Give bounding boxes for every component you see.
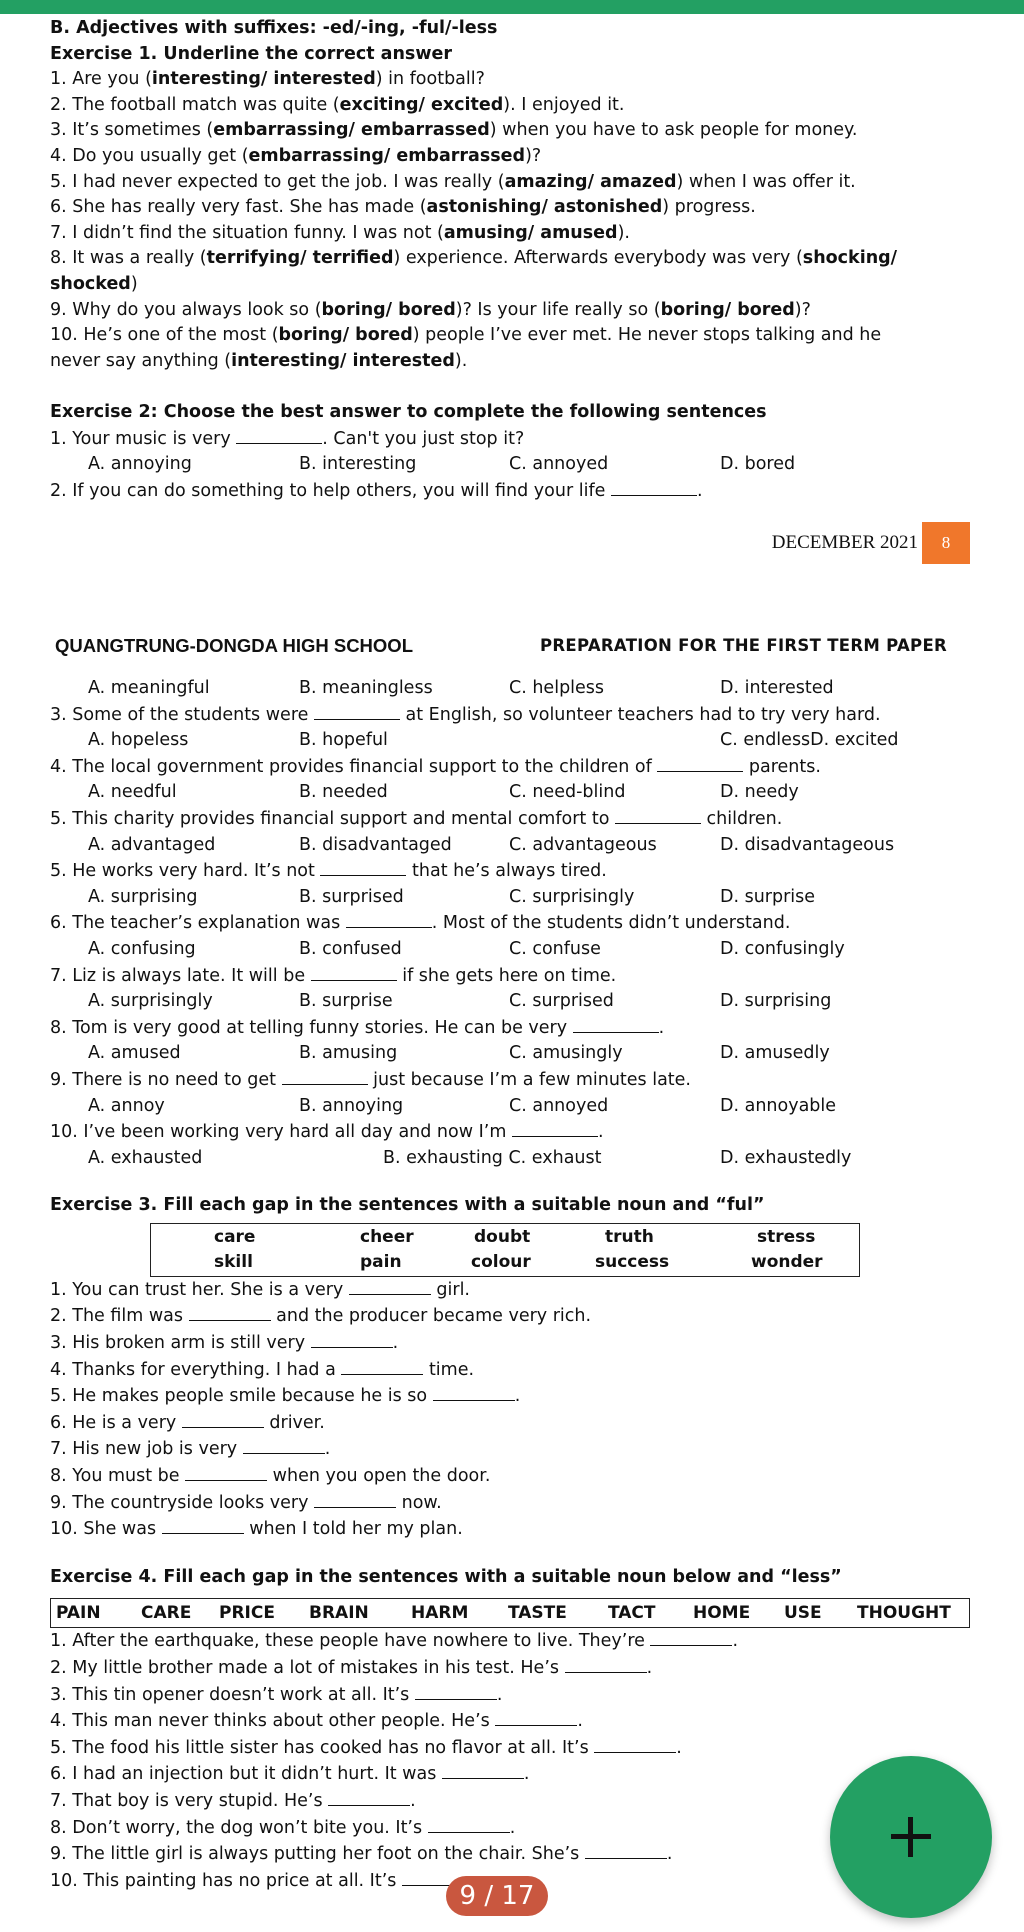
school-name: QUANGTRUNG-DONGDA HIGH SCHOOL	[55, 635, 413, 656]
sentence-text: ) progress.	[662, 197, 756, 218]
question-options	[50, 1146, 1010, 1172]
exercise-2-question-1-options	[50, 452, 1010, 478]
add-button[interactable]	[830, 1756, 992, 1918]
sentence-text: .	[410, 1790, 416, 1811]
sentence-text: .	[324, 1439, 331, 1460]
answer-blank[interactable]	[565, 1655, 647, 1673]
option[interactable]: C. surprised	[509, 991, 614, 1012]
word-box-word: wonder	[751, 1251, 823, 1272]
option[interactable]: B. exhausting C. exhaust	[383, 1147, 602, 1168]
sentence-text: 5. I had never expected to get the job. I was really (	[50, 171, 505, 192]
sentence-text: 2. The film was	[50, 1306, 189, 1327]
document-page-top	[50, 16, 1010, 504]
exercise-2-question	[50, 963, 1010, 990]
question-options	[50, 833, 1010, 859]
sentence-text: 4. This man never thinks about other people. He’s	[50, 1711, 496, 1732]
sentence-text: now.	[396, 1492, 442, 1513]
sentence-text: ).	[454, 350, 468, 371]
question-text: just because I’m a few minutes late.	[367, 1069, 691, 1090]
question-options	[50, 1094, 1010, 1120]
fill-gap-item	[50, 1357, 1010, 1384]
question-options	[50, 1041, 1010, 1067]
exercise-1-item	[50, 349, 1010, 375]
sentence-text: 3. His broken arm is still very	[50, 1333, 311, 1354]
fill-gap-item	[50, 1277, 1010, 1304]
sentence-text: 8. It was a really (	[50, 248, 207, 269]
question-text: 3. Some of the students were	[50, 704, 314, 725]
exercise-1-item	[50, 67, 1010, 93]
option[interactable]: D. surprise	[720, 886, 816, 907]
fill-gap-item	[50, 1682, 1010, 1709]
exercise-2-question	[50, 806, 1010, 833]
answer-blank[interactable]	[282, 1067, 368, 1085]
sentence-text: ) people I’ve ever met. He never stops talking and he	[412, 325, 882, 346]
answer-blank[interactable]	[185, 1463, 267, 1481]
answer-blank[interactable]	[346, 910, 432, 928]
word-box-word: HARM	[411, 1603, 469, 1624]
option[interactable]: C. surprisingly	[509, 886, 635, 907]
option[interactable]: D. confusingly	[720, 938, 845, 959]
footer-date: DECEMBER 2021	[771, 532, 918, 553]
exercise-2-title: Exercise 2: Choose the best answer to complete the following sentences	[50, 401, 767, 422]
answer-blank[interactable]	[311, 963, 397, 981]
page-footer	[0, 522, 1024, 562]
answer-blank[interactable]	[311, 1330, 393, 1348]
answer-choice[interactable]: boring/ bored	[278, 325, 413, 346]
sentence-text: ) in football?	[375, 69, 485, 90]
fill-gap-item	[50, 1516, 1010, 1543]
question-text: 10. I’ve been working very hard all day and now I’m	[50, 1122, 512, 1143]
sentence-text: 5. He makes people smile because he is so	[50, 1386, 433, 1407]
word-box-word: doubt	[474, 1226, 531, 1247]
option[interactable]: B. annoying	[299, 1095, 404, 1116]
sentence-text: .	[514, 1386, 521, 1407]
sentence-text: .	[509, 1817, 516, 1838]
exercise-1-item	[50, 195, 1010, 221]
answer-blank[interactable]	[314, 1490, 396, 1508]
fill-gap-item	[50, 1708, 1010, 1735]
option[interactable]: A. needful	[88, 782, 177, 803]
question-text: children.	[700, 808, 783, 829]
answer-blank[interactable]	[162, 1516, 244, 1534]
option[interactable]: A. surprisingly	[88, 991, 213, 1012]
option[interactable]: B. confused	[299, 938, 402, 959]
sentence-text: 10. This painting has no price at all. It’s	[50, 1870, 402, 1891]
sentence-text: 6. I had an injection but it didn’t hurt. It was	[50, 1764, 442, 1785]
question-text: 2. If you can do something to help others, you will find your life	[50, 480, 611, 501]
answer-blank[interactable]	[650, 1628, 732, 1646]
sentence-text: .	[496, 1684, 503, 1705]
exercise-1-title: Exercise 1. Underline the correct answer	[50, 43, 453, 64]
exercise-3-word-box	[150, 1223, 860, 1277]
sentence-text: 1. Are you (	[50, 69, 152, 90]
word-box-word: BRAIN	[309, 1603, 369, 1624]
sentence-text: .	[666, 1844, 673, 1865]
question-options	[50, 885, 1010, 911]
exercise-3-title: Exercise 3. Fill each gap in the sentences with a suitable noun and “ful”	[50, 1195, 765, 1216]
exercise-3-list	[50, 1277, 1010, 1543]
exercise-1-item	[50, 272, 1010, 298]
answer-blank[interactable]	[433, 1383, 515, 1401]
word-box-word: USE	[784, 1603, 822, 1624]
sentence-text: 8. Don’t worry, the dog won’t bite you. It’s	[50, 1817, 428, 1838]
answer-blank[interactable]	[349, 1277, 431, 1295]
exercise-2-question-2	[50, 478, 1010, 505]
sentence-text: 7. I didn’t find the situation funny. I was not (	[50, 222, 444, 243]
option[interactable]: C. advantageous	[509, 834, 657, 855]
option[interactable]: D. surprising	[720, 991, 832, 1012]
option-c[interactable]: C. annoyed	[509, 454, 609, 475]
sentence-text: ) when you have to ask people for money.	[489, 120, 858, 141]
sentence-text: 10. She was	[50, 1519, 162, 1540]
paper-title: PREPARATION FOR THE FIRST TERM PAPER	[540, 636, 948, 655]
sentence-text: 4. Do you usually get (	[50, 145, 249, 166]
option[interactable]: C. annoyed	[509, 1095, 609, 1116]
option[interactable]: A. exhausted	[88, 1147, 203, 1168]
exercise-2-question	[50, 910, 1010, 937]
sentence-text: 2. My little brother made a lot of mistakes in his test. He’s	[50, 1658, 565, 1678]
fill-gap-item	[50, 1463, 1010, 1490]
exercise-2-question	[50, 702, 1010, 729]
sentence-text: .	[676, 1737, 682, 1758]
sentence-text: and the producer became very rich.	[270, 1306, 592, 1327]
fill-gap-item	[50, 1628, 1010, 1655]
exercise-1-item	[50, 298, 1010, 324]
answer-blank[interactable]	[320, 858, 406, 876]
sentence-text: ). I enjoyed it.	[503, 94, 625, 115]
option[interactable]: B. surprise	[299, 991, 393, 1012]
exercise-1-item	[50, 144, 1010, 170]
option[interactable]: D. disadvantageous	[720, 834, 895, 855]
option[interactable]: C. need-blind	[509, 782, 626, 803]
option[interactable]: B. amusing	[299, 1043, 398, 1064]
exercise-2-question	[50, 1067, 1010, 1094]
sentence-text: )? Is your life really so (	[455, 299, 661, 320]
option[interactable]: B. hopeful	[299, 730, 388, 751]
option[interactable]: D. amusedly	[720, 1043, 830, 1064]
sentence-text: 4. Thanks for everything. I had a	[50, 1359, 342, 1380]
fill-gap-item	[50, 1735, 1010, 1762]
option-b[interactable]: B. interesting	[299, 454, 417, 475]
answer-blank[interactable]	[611, 478, 697, 496]
sentence-text: 9. Why do you always look so (	[50, 299, 322, 320]
question-text: at English, so volunteer teachers had to try very hard.	[399, 704, 881, 725]
question-text: parents.	[743, 756, 821, 777]
question-options	[50, 989, 1010, 1015]
answer-blank[interactable]	[189, 1303, 271, 1321]
fill-gap-item	[50, 1410, 1010, 1437]
option-d[interactable]: D. interested	[720, 678, 834, 698]
sentence-text: 7. That boy is very stupid. He’s	[50, 1790, 329, 1811]
word-box-word: CARE	[141, 1603, 192, 1624]
option-a[interactable]: A. meaningful	[88, 678, 210, 698]
sentence-text: .	[523, 1764, 530, 1785]
fill-gap-item	[50, 1655, 1010, 1682]
exercise-2-question	[50, 1119, 1010, 1146]
question-options	[50, 728, 1010, 754]
sentence-text: girl.	[430, 1279, 470, 1300]
answer-choice[interactable]: astonishing/ astonished	[426, 197, 663, 218]
answer-blank[interactable]	[236, 426, 322, 444]
question-text: . Most of the students didn’t understand.	[431, 913, 791, 934]
option[interactable]: D. exhaustedly	[720, 1147, 852, 1168]
option[interactable]: A. amused	[88, 1043, 181, 1064]
sentence-text: never say anything (	[50, 350, 232, 371]
fill-gap-item	[50, 1436, 1010, 1463]
answer-blank[interactable]	[328, 1788, 410, 1806]
word-box-word: TACT	[608, 1603, 656, 1624]
question-text: 8. Tom is very good at telling funny stories. He can be very	[50, 1017, 573, 1038]
exercise-2-question	[50, 858, 1010, 885]
page-indicator: 9 / 17	[446, 1876, 548, 1916]
exercise-1-item	[50, 323, 1010, 349]
sentence-text: ).	[617, 222, 630, 243]
answer-choice[interactable]: shocked	[50, 273, 131, 294]
exercise-1-item	[50, 170, 1010, 196]
exercise-1-item	[50, 118, 1010, 144]
option[interactable]: A. surprising	[88, 886, 198, 907]
section-title: B. Adjectives with suffixes: -ed/-ing, -ful/-less	[50, 18, 498, 38]
fill-gap-item	[50, 1490, 1010, 1517]
sentence-text: 8. You must be	[50, 1466, 186, 1487]
sentence-text: 1. You can trust her. She is a very	[50, 1279, 349, 1300]
answer-blank[interactable]	[314, 702, 400, 720]
answer-blank[interactable]	[615, 806, 701, 824]
word-box-word: success	[595, 1251, 670, 1272]
sentence-text: .	[577, 1711, 583, 1732]
fill-gap-item	[50, 1383, 1010, 1410]
sentence-text: 9. The little girl is always putting her foot on the chair. She’s	[50, 1844, 585, 1865]
question-options	[50, 780, 1010, 806]
sentence-text: 5. The food his little sister has cooked has no flavor at all. It’s	[50, 1737, 595, 1758]
word-box-word: stress	[757, 1226, 816, 1247]
word-box-word: PAIN	[56, 1603, 101, 1624]
word-box-word: pain	[360, 1251, 402, 1272]
exercise-2-question-2-options	[50, 676, 1010, 702]
sentence-text: time.	[423, 1359, 475, 1380]
question-text: 5. He works very hard. It’s not	[50, 861, 321, 882]
answer-choice[interactable]: shocking/	[802, 248, 898, 269]
word-box-word: PRICE	[219, 1603, 275, 1624]
option[interactable]: C. endlessD. excited	[720, 730, 899, 751]
answer-blank[interactable]	[573, 1015, 659, 1033]
page-number-badge: 8	[922, 522, 970, 564]
question-text: 5. This charity provides financial support and mental comfort to	[50, 808, 615, 829]
exercise-4-word-box	[50, 1598, 970, 1628]
option[interactable]: A. hopeless	[88, 730, 189, 751]
sentence-text: ) when I was offer it.	[676, 171, 856, 192]
answer-blank[interactable]	[442, 1761, 524, 1779]
question-text: .	[696, 480, 703, 501]
question-text: . Can't you just stop it?	[322, 428, 525, 449]
exercise-1-item	[50, 221, 1010, 247]
sentence-text: 2. The football match was quite (	[50, 94, 340, 115]
question-text: 7. Liz is always late. It will be	[50, 965, 311, 986]
question-text: if she gets here on time.	[396, 965, 617, 986]
sentence-text: when I told her my plan.	[243, 1519, 463, 1540]
sentence-text: 6. He is a very	[50, 1412, 182, 1433]
option[interactable]: B. disadvantaged	[299, 834, 452, 855]
fill-gap-item	[50, 1330, 1010, 1357]
answer-blank[interactable]	[512, 1119, 598, 1137]
option[interactable]: C. confuse	[509, 938, 601, 959]
question-text: 4. The local government provides financial support to the children of	[50, 756, 658, 777]
exercise-2-question-1	[50, 426, 1010, 453]
exercise-4-title: Exercise 4. Fill each gap in the sentences with a suitable noun below and “less”	[50, 1566, 842, 1587]
sentence-text: 10. He’s one of the most (	[50, 325, 279, 346]
option-b[interactable]: B. meaningless	[299, 678, 433, 698]
question-text: 9. There is no need to get	[50, 1069, 282, 1090]
option[interactable]: A. annoy	[88, 1095, 165, 1116]
word-box-word: skill	[214, 1251, 253, 1272]
exercise-1-item	[50, 93, 1010, 119]
option[interactable]: B. needed	[299, 782, 388, 803]
page-header	[0, 633, 1024, 663]
sentence-text: ) experience. Afterwards everybody was very (	[393, 248, 803, 269]
answer-choice[interactable]: terrifying/ terrified	[206, 248, 394, 269]
word-box-word: TASTE	[508, 1603, 567, 1624]
option-d[interactable]: D. bored	[720, 454, 796, 475]
option-c[interactable]: C. helpless	[509, 678, 605, 698]
sentence-text: .	[646, 1658, 653, 1678]
question-text: .	[597, 1122, 604, 1143]
answer-choice[interactable]: exciting/ excited	[339, 94, 504, 115]
sentence-text: 6. She has really very fast. She has made (	[50, 197, 427, 218]
word-box-word: THOUGHT	[857, 1603, 951, 1624]
answer-choice[interactable]: interesting/ interested	[231, 350, 455, 371]
sentence-text: when you open the door.	[267, 1466, 491, 1487]
sentence-text: 1. After the earthquake, these people have nowhere to live. They’re	[50, 1631, 651, 1652]
question-text: .	[658, 1017, 665, 1038]
sentence-text: )	[130, 273, 138, 294]
option[interactable]: C. amusingly	[509, 1043, 623, 1064]
word-box-word: cheer	[360, 1226, 414, 1247]
answer-choice[interactable]: embarrassing/ embarrassed	[248, 145, 526, 166]
answer-blank[interactable]	[585, 1841, 667, 1859]
plus-icon	[908, 1817, 913, 1857]
answer-blank[interactable]	[243, 1436, 325, 1454]
answer-blank[interactable]	[594, 1735, 676, 1753]
exercise-1-list	[50, 67, 1010, 374]
question-options	[50, 937, 1010, 963]
question-text: 6. The teacher’s explanation was	[50, 913, 346, 934]
answer-choice[interactable]: amusing/ amused	[443, 222, 618, 243]
top-accent-bar	[0, 0, 1024, 14]
word-box-word: truth	[605, 1226, 654, 1247]
sentence-text: driver.	[263, 1412, 325, 1433]
answer-choice[interactable]: interesting/ interested	[151, 69, 376, 90]
document-page-bottom	[50, 676, 1010, 1894]
sentence-text: )?	[794, 299, 811, 320]
question-text: 1. Your music is very	[50, 428, 237, 449]
sentence-text: 3. It’s sometimes (	[50, 120, 214, 141]
sentence-text: .	[732, 1631, 739, 1652]
sentence-text: 9. The countryside looks very	[50, 1492, 315, 1513]
exercise-2-list	[50, 702, 1010, 1172]
exercise-2-question	[50, 1015, 1010, 1042]
option[interactable]: B. surprised	[299, 886, 404, 907]
answer-blank[interactable]	[428, 1815, 510, 1833]
word-box-word: care	[214, 1226, 256, 1247]
question-text: that he’s always tired.	[406, 861, 607, 882]
option-a[interactable]: A. annoying	[88, 454, 192, 475]
answer-blank[interactable]	[495, 1708, 577, 1726]
answer-choice[interactable]: boring/ bored	[321, 299, 456, 320]
word-box-word: colour	[471, 1251, 531, 1272]
exercise-2-question	[50, 754, 1010, 781]
option[interactable]: A. advantaged	[88, 834, 216, 855]
sentence-text: .	[392, 1333, 399, 1354]
answer-blank[interactable]	[341, 1357, 423, 1375]
option[interactable]: A. confusing	[88, 938, 196, 959]
option[interactable]: D. needy	[720, 782, 799, 803]
answer-choice[interactable]: amazing/ amazed	[504, 171, 677, 192]
answer-choice[interactable]: embarrassing/ embarrassed	[213, 120, 490, 141]
answer-choice[interactable]: boring/ bored	[660, 299, 795, 320]
answer-blank[interactable]	[415, 1682, 497, 1700]
exercise-1-item	[50, 246, 1010, 272]
sentence-text: 7. His new job is very	[50, 1439, 243, 1460]
sentence-text: )?	[525, 145, 542, 166]
answer-blank[interactable]	[182, 1410, 264, 1428]
option[interactable]: D. annoyable	[720, 1095, 837, 1116]
word-box-word: HOME	[693, 1603, 751, 1624]
answer-blank[interactable]	[657, 754, 743, 772]
fill-gap-item	[50, 1303, 1010, 1330]
sentence-text: 3. This tin opener doesn’t work at all. It’s	[50, 1684, 415, 1705]
